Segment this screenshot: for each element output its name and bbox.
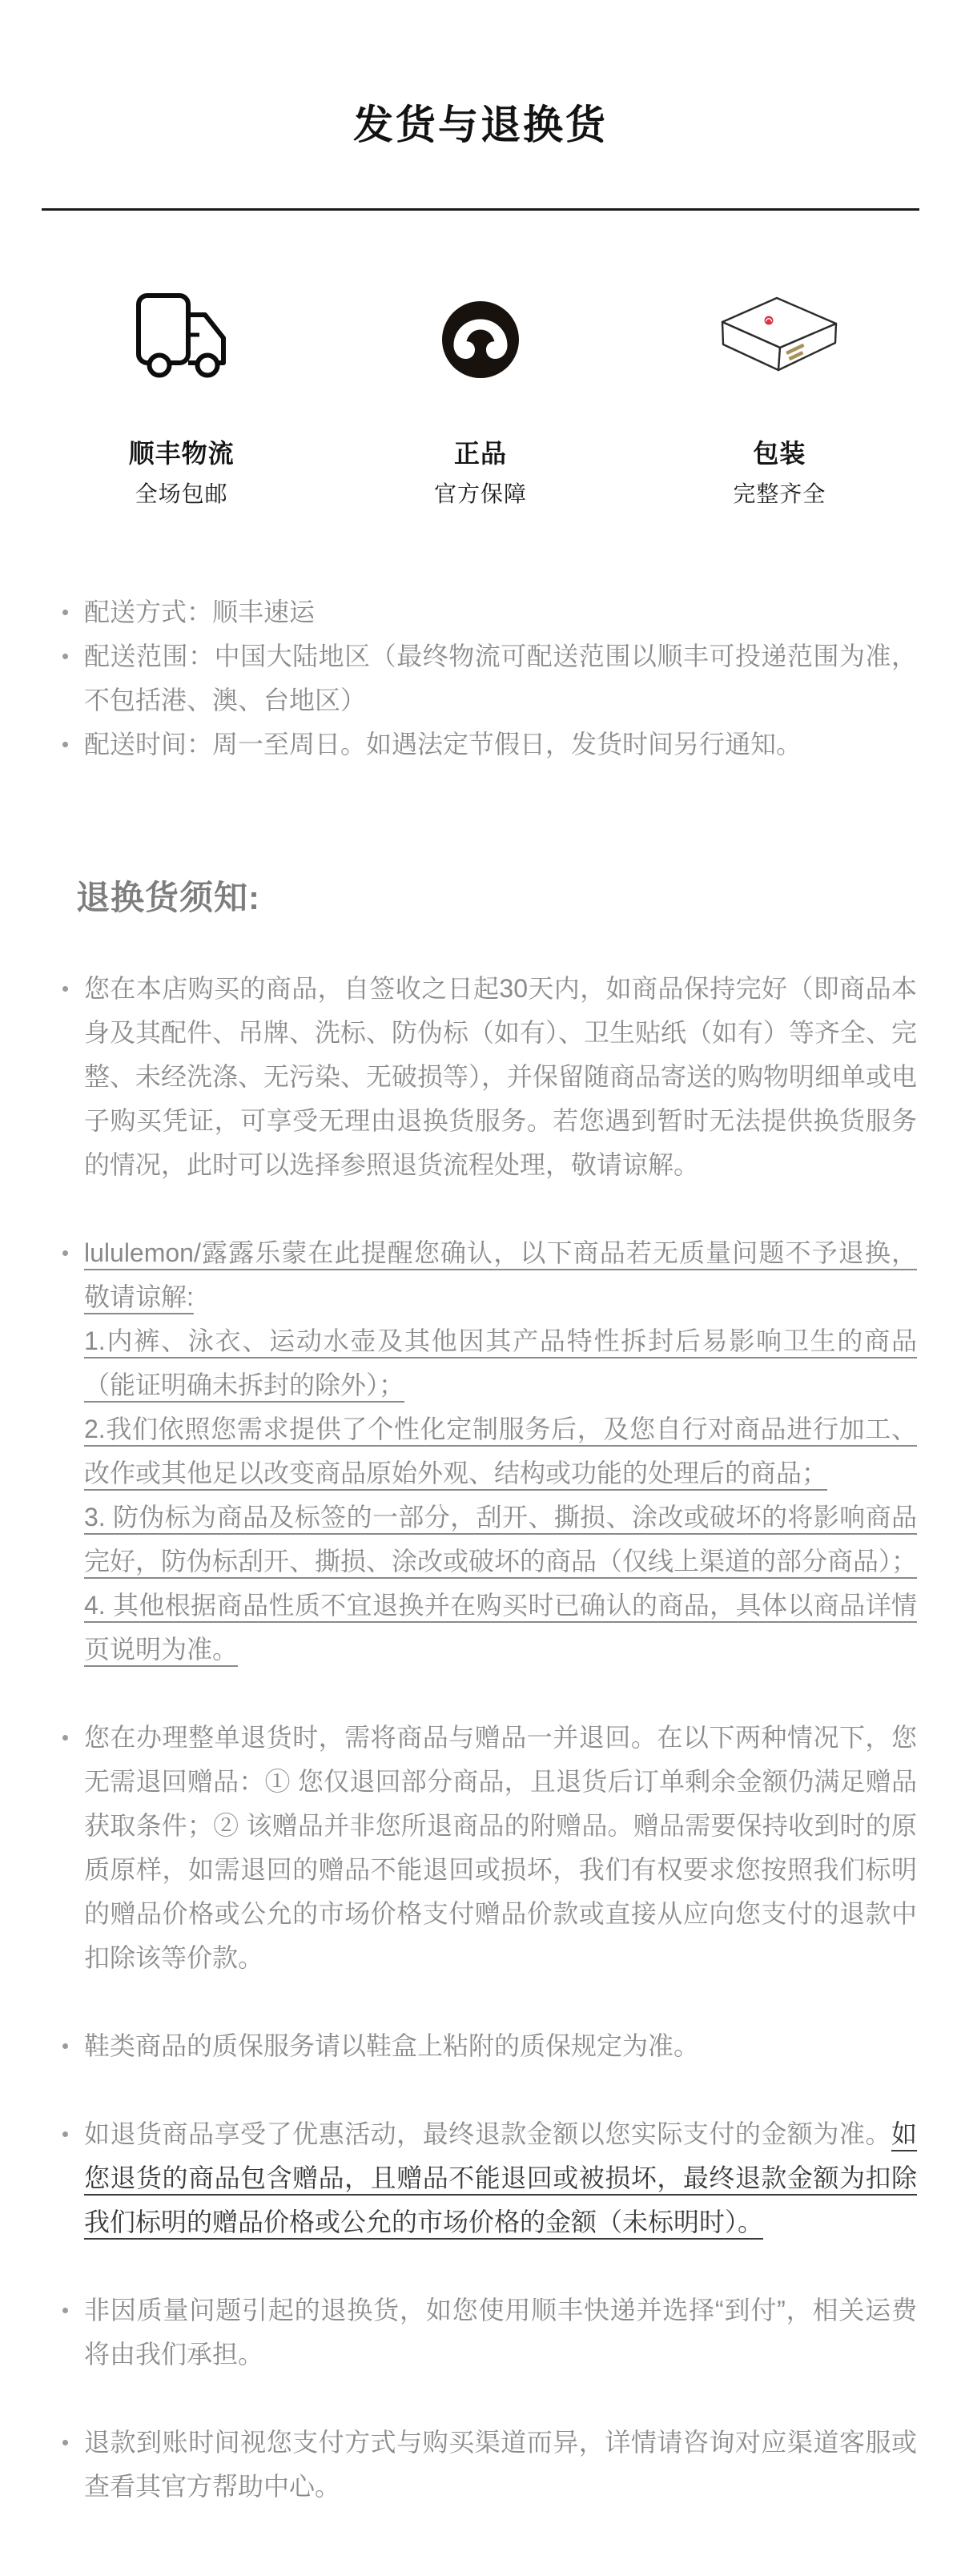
feature-subtitle: 全场包邮 <box>135 481 228 506</box>
returns-note-item <box>84 967 917 1187</box>
returns-note-item-excluded-goods <box>84 1231 917 1672</box>
note-text: 配送方式：顺丰速运 <box>84 598 316 626</box>
note-text: 退款到账时间视您支付方式与购买渠道而异，详情请咨询对应渠道客服或查看其官方帮助中心。 <box>84 2428 917 2501</box>
feature-subtitle: 完整齐全 <box>733 481 826 506</box>
note-text: 如退货商品享受了优惠活动，最终退款金额以您实际支付的金额为准。 <box>84 2119 891 2148</box>
feature-title: 顺丰物流 <box>128 439 235 468</box>
lululemon-logo-icon <box>440 285 521 380</box>
note-text: 您在本店购买的商品，自签收之日起30天内，如商品保持完好（即商品本身及其配件、吊牌、洗标、防伪标（如有）、卫生贴纸（如有）等齐全、完整、未经洗涤、无污染、无破损等），并保留随商品寄送的购物明细单或电子购买凭证，可享受无理由退换货服务。若您遇到暂时无法提供换货服务的情况，此时可以选择参照退货流程处理，敬请谅解。 <box>84 974 918 1179</box>
returns-note-item <box>84 2288 917 2377</box>
note-text: 您在办理整单退货时，需将商品与赠品一并退回。在以下两种情况下，您无需退回赠品：① 您仅退回部分商品，且退货后订单剩余金额仍满足赠品获取条件；② 该赠品并非您所退商品的附赠品。赠品需要保持收到时的原质原样，如需退回的赠品不能退回或损坏，我们有权要求您按照我们标明的赠品价格或公允的市场价格支付赠品价款或直接从应向您支付的退款中扣除该等价款。 <box>84 1723 917 1972</box>
note-text: 鞋类商品的质保服务请以鞋盒上粘附的质保规定为准。 <box>84 2031 700 2060</box>
note-text: 非因质量问题引起的退换货，如您使用顺丰快递并选择“到付”，相关运费将由我们承担。 <box>84 2296 917 2369</box>
feature-authentic <box>331 285 629 507</box>
note-text-underlined: 3. 防伪标为商品及标签的一部分，刮开、撕损、涂改或破坏的将影响商品完好，防伪标刮开、撕损、涂改或破坏的商品（仅线上渠道的部分商品）； <box>84 1503 918 1576</box>
feature-row <box>0 285 961 507</box>
package-box-icon <box>719 285 839 380</box>
returns-note-item <box>84 1716 917 1980</box>
returns-note-item <box>84 2421 917 2509</box>
note-text-underlined: 1.内裤、泳衣、运动水壶及其他因其产品特性拆封后易影响卫生的商品（能证明确未拆封的除外）； <box>84 1326 917 1399</box>
returns-note-item <box>84 2024 917 2068</box>
shipping-note-item <box>84 590 917 634</box>
note-text: 配送时间：周一至周日。如遇法定节假日，发货时间另行通知。 <box>84 730 802 759</box>
truck-icon <box>133 285 231 380</box>
title-divider <box>42 208 919 211</box>
note-text-underlined: 如您退货的商品包含赠品，且赠品不能退回或被损坏，最终退款金额为扣除我们标明的赠品价格或公允的市场价格的金额（未标明时）。 <box>84 2119 917 2236</box>
feature-packaging <box>630 285 929 507</box>
returns-note-item-refund-amount <box>84 2112 917 2244</box>
returns-notes-list <box>0 967 961 2509</box>
note-text-underlined: 2.我们依照您需求提供了个性化定制服务后，及您自行对商品进行加工、改作或其他足以改变商品原始外观、结构或功能的处理后的商品； <box>84 1415 917 1487</box>
feature-subtitle: 官方保障 <box>433 481 527 506</box>
feature-title: 包装 <box>753 439 806 468</box>
shipping-note-item <box>84 634 917 722</box>
shipping-note-item <box>84 722 917 767</box>
note-text-underlined: 4. 其他根据商品性质不宜退换并在购买时已确认的商品，具体以商品详情页说明为准。 <box>84 1591 917 1664</box>
returns-heading: 退换货须知: <box>76 879 260 916</box>
feature-shunfeng-logistics <box>32 285 331 507</box>
note-text: 配送范围：中国大陆地区（最终物流可配送范围以顺丰可投递范围为准，不包括港、澳、台地区） <box>84 642 917 714</box>
page-title: 发货与退换货 <box>353 103 608 147</box>
note-text-underlined: lululemon/露露乐蒙在此提醒您确认，以下商品若无质量问题不予退换，敬请谅解: <box>84 1238 917 1311</box>
feature-title: 正品 <box>453 439 507 468</box>
shipping-notes-list <box>0 590 961 767</box>
